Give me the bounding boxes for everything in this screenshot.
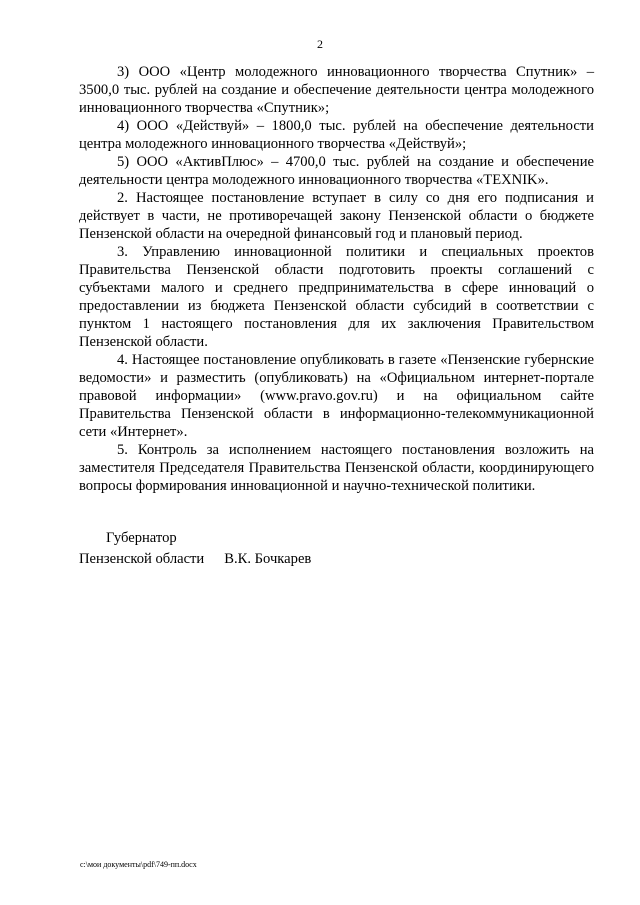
- paragraph-item-4: 4) ООО «Действуй» – 1800,0 тыс. рублей на обеспечение деятельности центра молодежного инновационного творчества «Действуй»;: [79, 118, 594, 152]
- signatory-title: Губернатор: [106, 530, 177, 546]
- footer-file-path: c:\мои документы\pdf\749-пп.docx: [80, 860, 197, 869]
- signature-block: [79, 528, 479, 570]
- paragraph-3: 3. Управлению инновационной политики и специальных проектов Правительства Пензенской области подготовить проекты соглашений с субъектами малого и среднего предпринимательства в сфере инноваций о предоставлении из бюджета Пензенской области субсидий в соответствии с пунктом 1 настоящего постановления для их заключения Правительством Пензенской области.: [79, 244, 594, 350]
- document-body: [79, 63, 594, 495]
- signatory-line: [79, 549, 479, 570]
- page-number: 2: [317, 37, 323, 51]
- paragraph-item-5: 5) ООО «АктивПлюс» – 4700,0 тыс. рублей на создание и обеспечение деятельности центра молодежного инновационного творчества «TEXNIK».: [79, 154, 594, 188]
- paragraph-4: 4. Настоящее постановление опубликовать в газете «Пензенские губернские ведомости» и разместить (опубликовать) на «Официальном интернет-портале правовой информации» (www.pravo.gov.ru) и на официальном сайте Правительства Пензенской области в информационно-телекоммуникационной сети «Интернет».: [79, 352, 594, 440]
- paragraph-item-3: 3) ООО «Центр молодежного инновационного творчества Спутник» – 3500,0 тыс. рублей на создание и обеспечение деятельности центра молодежного инновационного творчества «Спутник»;: [79, 64, 594, 116]
- signatory-name: В.К. Бочкарев: [224, 551, 312, 567]
- paragraph-5: 5. Контроль за исполнением настоящего постановления возложить на заместителя Председателя Правительства Пензенской области, координирующего вопросы формирования инновационной и научно-технической политики.: [79, 442, 594, 494]
- signatory-region: Пензенской области: [79, 551, 205, 567]
- paragraph-2: 2. Настоящее постановление вступает в силу со дня его подписания и действует в части, не противоречащей закону Пензенской области о бюджете Пензенской области на очередной финансовый год и плановый период.: [79, 190, 594, 242]
